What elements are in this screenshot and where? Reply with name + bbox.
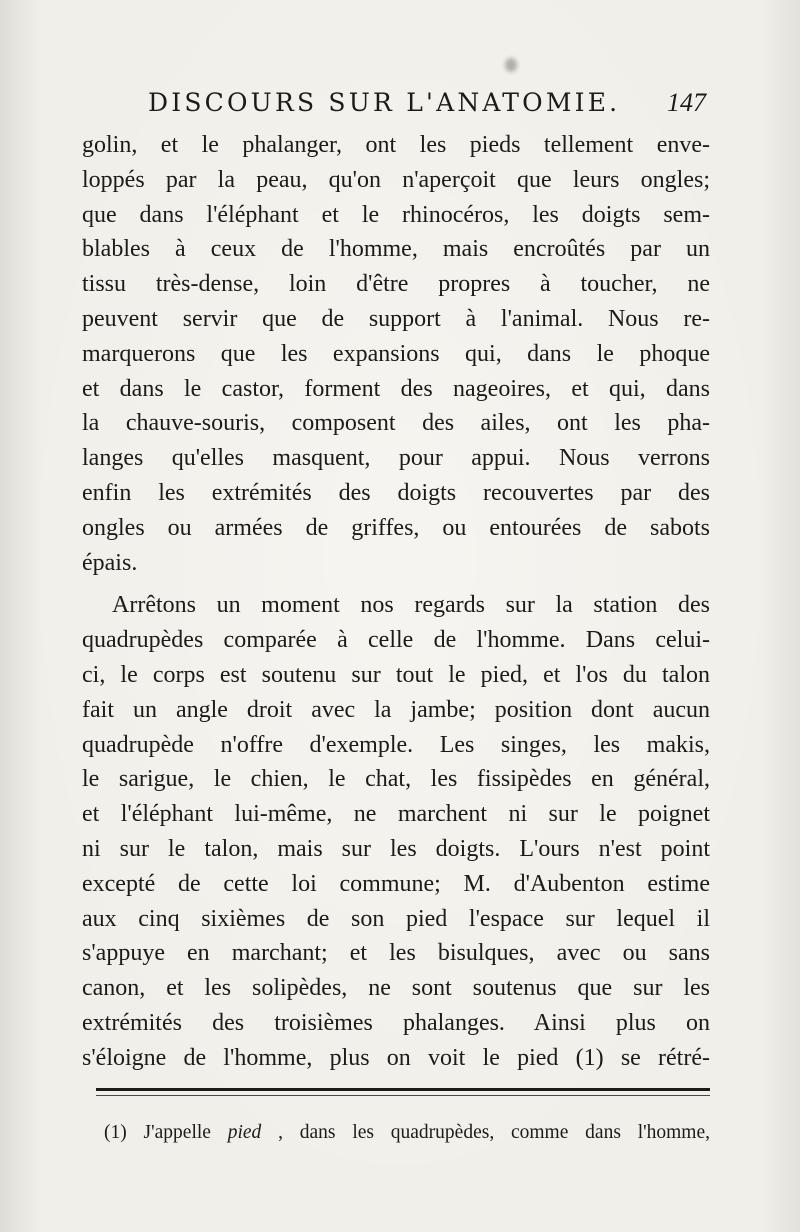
text-line: quadrupèdes comparée à celle de l'homme. Dans celui- xyxy=(82,627,710,654)
text-line: ongles ou armées de griffes, ou entourées de sabots xyxy=(82,514,710,541)
text-line: marquerons que les expansions qui, dans le phoque xyxy=(82,340,710,367)
footnote xyxy=(104,1122,710,1144)
footnote-rule xyxy=(96,1088,710,1091)
footnote-rule-thin xyxy=(96,1095,710,1096)
text-line: s'éloigne de l'homme, plus on voit le pied (1) se rétré- xyxy=(82,1044,710,1071)
text-line: Arrêtons un moment nos regards sur la station des xyxy=(112,592,710,619)
running-head-title: DISCOURS SUR L'ANATOMIE. xyxy=(148,88,621,117)
footnote-text: , dans les quadrupèdes, comme dans l'homme, xyxy=(278,1122,711,1143)
text-line: que dans l'éléphant et le rhinocéros, les doigts sem- xyxy=(82,201,710,228)
paragraph-gap xyxy=(82,580,710,588)
text-line: fait un angle droit avec la jambe; position dont aucun xyxy=(82,696,710,723)
text-line: extrémités des troisièmes phalanges. Ainsi plus on xyxy=(82,1009,710,1036)
text-line: la chauve-souris, composent des ailes, ont les pha- xyxy=(82,410,710,437)
text-line: épais. xyxy=(82,549,138,576)
text-line: et dans le castor, forment des nageoires, et qui, dans xyxy=(82,375,710,402)
text-line: et l'éléphant lui-même, ne marchent ni sur le poignet xyxy=(82,801,710,828)
ink-blot xyxy=(505,58,517,72)
text-line: ci, le corps est soutenu sur tout le pied, et l'os du talon xyxy=(82,661,710,688)
text-line: aux cinq sixièmes de son pied l'espace sur lequel il xyxy=(82,905,710,932)
text-line: excepté de cette loi commune; M. d'Aubenton estime xyxy=(82,870,710,897)
running-head xyxy=(100,88,710,120)
text-line: ni sur le talon, mais sur les doigts. L'ours n'est point xyxy=(82,835,710,862)
text-line: golin, et le phalanger, ont les pieds tellement enve- xyxy=(82,132,710,158)
text-line: enfin les extrémités des doigts recouvertes par des xyxy=(82,479,710,506)
text-line: s'appuye en marchant; et les bisulques, avec ou sans xyxy=(82,940,710,967)
text-line: peuvent servir que de support à l'animal. Nous re- xyxy=(82,305,710,332)
text-line: langes qu'elles masquent, pour appui. Nous verrons xyxy=(82,445,710,472)
page-number: 147 xyxy=(667,88,706,117)
footnote-marker: (1) J'appelle xyxy=(104,1122,211,1143)
text-line: tissu très-dense, loin d'être propres à toucher, ne xyxy=(82,271,710,298)
footnote-italic-word: pied xyxy=(227,1122,262,1143)
text-line: le sarigue, le chien, le chat, les fissipèdes en général, xyxy=(82,766,710,793)
text-line: loppés par la peau, qu'on n'aperçoit que leurs ongles; xyxy=(82,166,710,193)
body-text xyxy=(82,128,710,1076)
text-line: quadrupède n'offre d'exemple. Les singes, les makis, xyxy=(82,731,710,758)
text-line: canon, et les solipèdes, ne sont soutenus que sur les xyxy=(82,975,710,1002)
text-line: blables à ceux de l'homme, mais encroûtés par un xyxy=(82,236,710,263)
